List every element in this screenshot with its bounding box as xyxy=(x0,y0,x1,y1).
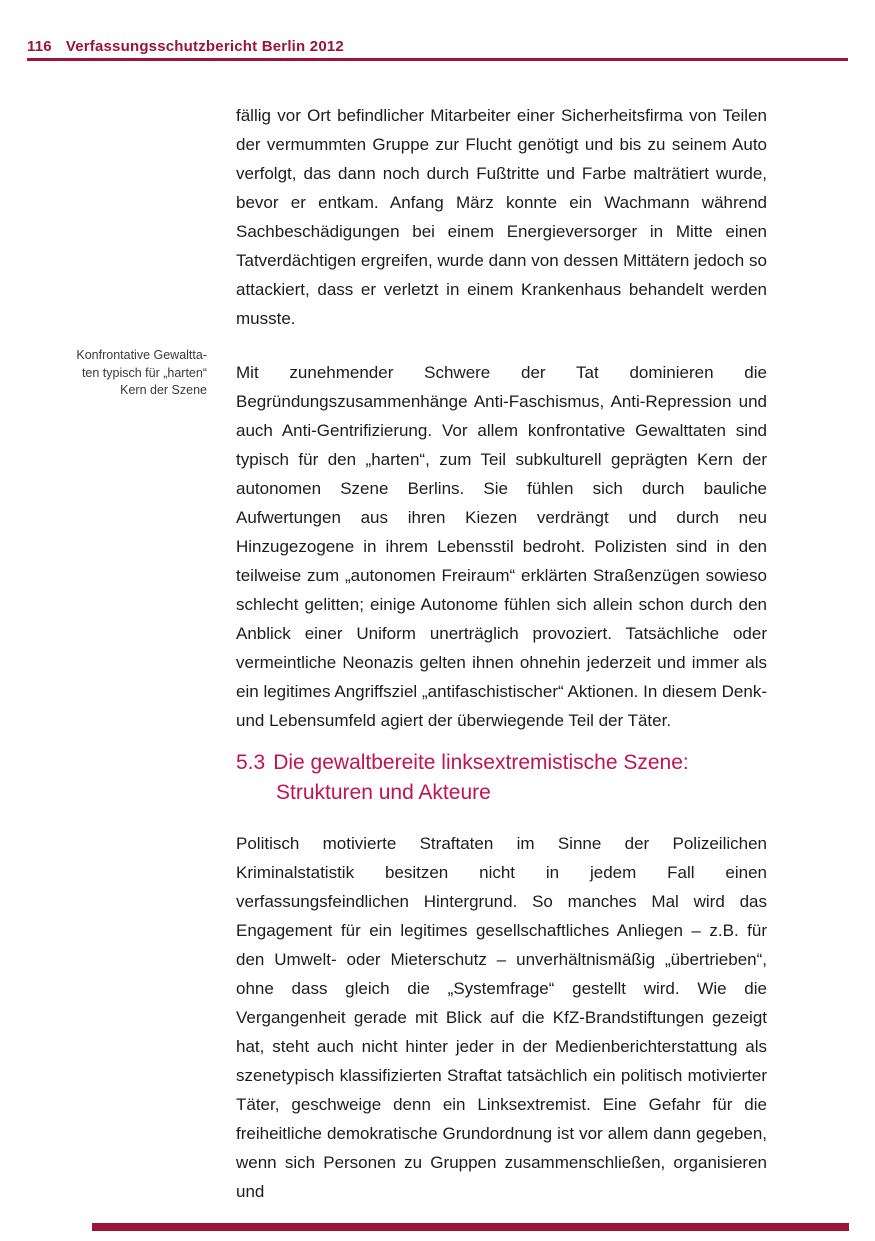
page-number: 116 xyxy=(27,38,52,55)
section-heading xyxy=(236,748,767,808)
header-rule xyxy=(27,58,848,61)
body-paragraph-1: fällig vor Ort befindlicher Mitarbeiter einer Sicherheitsfirma von Teilen der vermummten Gruppe zur Flucht genötigt und bis zu seinem Auto verfolgt, das dann noch durch Fußtritte und Farbe malträtiert wurde, bevor er entkam. Anfang März konnte ein Wachmann während Sachbeschädigungen bei einem Energieversorger in Mitte einen Tatverdächtigen ergreifen, wurde dann von dessen Mittätern jedoch so attackiert, dass er verletzt in einem Krankenhaus behandelt werden musste. xyxy=(236,106,767,328)
section-heading-number: 5.3 xyxy=(236,751,266,774)
margin-note xyxy=(37,347,207,400)
page-header xyxy=(27,38,848,55)
margin-note-line: ten typisch für „harten“ xyxy=(81,365,207,380)
body-paragraph-3: Politisch motivierte Straftaten im Sinne der Polizeilichen Kriminalstatistik besitzen nicht in jedem Fall einen verfassungsfeindlichen Hintergrund. So manches Mal wird das Engagement für ein legitimes gesellschaftliches Anliegen – z.B. für den Umwelt- oder Mieterschutz – unverhältnismäßig „übertrieben“, ohne dass gleich die „Systemfrage“ gestellt wird. Wie die Vergangenheit gerade mit Blick auf die KfZ-Brandstiftungen gezeigt hat, steht auch nicht hinter jeder in der Medienberichterstattung als szenetypisch klassifizierten Straftat tatsächlich ein politisch motivierter Täter, geschweige denn ein Linksextremist. Eine Gefahr für die freiheitliche demokratische Grundordnung ist vor allem dann gegeben, wenn sich Personen zu Gruppen zusammenschließen, organisieren und xyxy=(236,834,767,1201)
section-heading-title: Die gewaltbereite linksextremistische Szene: xyxy=(273,751,689,774)
section-heading-line2: Strukturen und Akteure xyxy=(276,781,491,804)
margin-note-line: Kern der Szene xyxy=(120,383,207,397)
margin-note-line: Konfrontative Gewaltta- xyxy=(76,348,207,362)
body-paragraph-2: Mit zunehmender Schwere der Tat dominieren die Begründungszusammenhänge Anti-Faschismus, Anti-Repression und auch Anti-Gentrifizierung. Vor allem konfrontative Gewalttaten sind typisch für den „harten“, zum Teil subkulturell geprägten Kern der autonomen Szene Berlins. Sie fühlen sich durch bauliche Aufwertungen aus ihren Kiezen verdrängt und durch neu Hinzugezogene in ihrem Lebensstil bedroht. Polizisten sind in den teilweise zum „autonomen Freiraum“ erklärten Straßenzügen sowieso schlecht gelitten; einige Autonome fühlen sich allein schon durch den Anblick einer Uniform unerträglich provoziert. Tatsächliche oder vermeintliche Neonazis gelten ihnen ohnehin jederzeit und immer als ein legitimes Angriffsziel „antifaschistischer“ Aktionen. In diesem Denk- und Lebensumfeld agiert der überwiegende Teil der Täter. xyxy=(236,363,767,730)
section-heading-line1 xyxy=(236,748,767,778)
footer-bar xyxy=(92,1223,849,1231)
running-title: Verfassungsschutzbericht Berlin 2012 xyxy=(65,38,344,55)
